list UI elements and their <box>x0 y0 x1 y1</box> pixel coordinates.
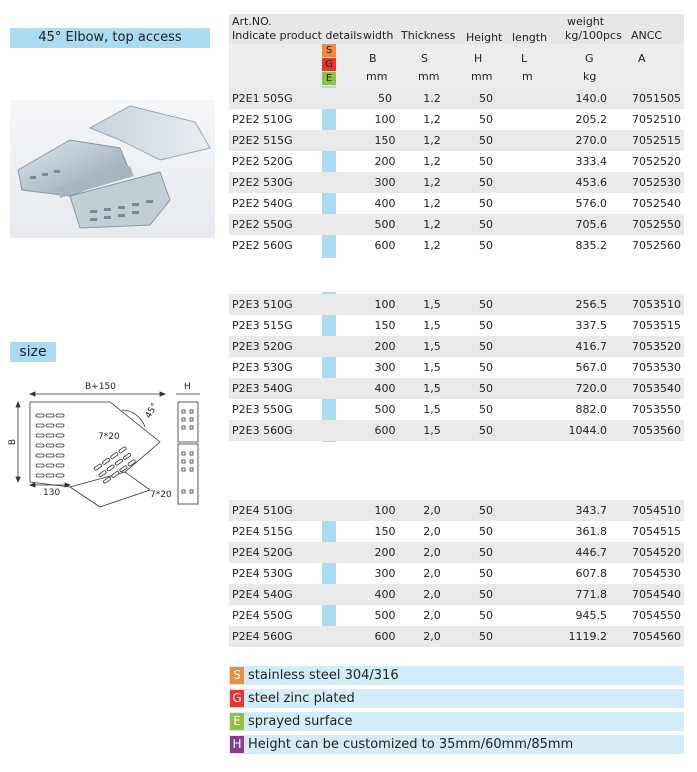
table-row <box>229 626 684 647</box>
ancc-value: 7053520 <box>632 340 681 353</box>
table-row <box>229 563 684 584</box>
ancc-value: 7052560 <box>632 239 681 252</box>
header-thickness: Thickness <box>401 29 456 42</box>
thickness-value: 2,0 <box>423 525 441 538</box>
unit-l: m <box>522 70 533 83</box>
width-value: 150 <box>374 319 396 332</box>
table-row <box>229 399 684 420</box>
finish-e-code: E <box>322 72 336 85</box>
article-number: P2E3 530G <box>232 361 293 374</box>
width-value: 500 <box>374 609 396 622</box>
table-row <box>229 584 684 605</box>
weight-value: 1044.0 <box>568 424 607 437</box>
thickness-value: 1,5 <box>423 361 441 374</box>
article-number: P2E3 515G <box>232 319 293 332</box>
width-value: 100 <box>374 504 396 517</box>
code-g: G <box>585 52 594 65</box>
height-value: 50 <box>479 319 493 332</box>
header-ancc: ANCC <box>631 29 663 42</box>
table-row <box>229 378 684 399</box>
header-width: width <box>363 29 394 42</box>
height-value: 50 <box>479 298 493 311</box>
product-photo <box>10 100 215 238</box>
weight-value: 337.5 <box>575 319 607 332</box>
height-value: 50 <box>479 340 493 353</box>
unit-s: mm <box>418 70 440 83</box>
dim-b: B <box>8 438 19 446</box>
weight-value: 771.8 <box>575 588 607 601</box>
height-value: 50 <box>479 567 493 580</box>
code-s: S <box>421 52 428 65</box>
table-row <box>229 542 684 563</box>
article-number: P2E3 560G <box>232 424 293 437</box>
finish-g-code: G <box>322 58 336 71</box>
height-value: 50 <box>479 403 493 416</box>
table-row <box>229 336 684 357</box>
ancc-value: 7053550 <box>632 403 681 416</box>
width-value: 200 <box>374 155 396 168</box>
table-row <box>229 315 684 336</box>
table-row <box>229 500 684 521</box>
weight-value: 607.8 <box>575 567 607 580</box>
table-row <box>229 172 684 193</box>
height-value: 50 <box>479 609 493 622</box>
ancc-value: 7052520 <box>632 155 681 168</box>
width-value: 100 <box>374 113 396 126</box>
ancc-value: 7054560 <box>632 630 681 643</box>
article-number: P2E4 540G <box>232 588 293 601</box>
table-row <box>229 294 684 315</box>
ancc-value: 7052550 <box>632 218 681 231</box>
thickness-value: 1,5 <box>423 382 441 395</box>
article-number: P2E2 560G <box>232 239 293 252</box>
legend-code-s: S <box>230 667 244 684</box>
weight-value: 205.2 <box>575 113 607 126</box>
weight-value: 705.6 <box>575 218 607 231</box>
table-row <box>229 130 684 151</box>
weight-value: 343.7 <box>575 504 607 517</box>
width-value: 50 <box>378 92 392 105</box>
thickness-value: 2,0 <box>423 567 441 580</box>
ancc-value: 7053515 <box>632 319 681 332</box>
ancc-value: 7052515 <box>632 134 681 147</box>
article-number: P2E4 550G <box>232 609 293 622</box>
height-value: 50 <box>479 176 493 189</box>
dim-h: H <box>184 382 191 392</box>
ancc-value: 7054530 <box>632 567 681 580</box>
table-row <box>229 420 684 441</box>
thickness-value: 1.2 <box>423 92 441 105</box>
table-row <box>229 151 684 172</box>
width-value: 500 <box>374 403 396 416</box>
thickness-value: 1,2 <box>423 218 441 231</box>
code-l: L <box>521 52 528 65</box>
dim-130: 130 <box>43 488 61 498</box>
ancc-value: 7052530 <box>632 176 681 189</box>
ancc-value: 7053560 <box>632 424 681 437</box>
thickness-value: 1,2 <box>423 113 441 126</box>
ancc-value: 7053510 <box>632 298 681 311</box>
width-value: 300 <box>374 361 396 374</box>
ancc-value: 7054510 <box>632 504 681 517</box>
ancc-value: 7052510 <box>632 113 681 126</box>
width-value: 100 <box>374 298 396 311</box>
product-title: 45° Elbow, top access <box>10 28 210 48</box>
weight-value: 140.0 <box>575 92 607 105</box>
dim-slot1: 7*20 <box>98 432 120 442</box>
article-number: P2E2 520G <box>232 155 293 168</box>
thickness-value: 1,5 <box>423 340 441 353</box>
height-value: 50 <box>479 424 493 437</box>
height-value: 50 <box>479 218 493 231</box>
table-row <box>229 214 684 235</box>
legend-code-h: H <box>230 736 244 753</box>
code-h: H <box>474 52 483 65</box>
article-number: P2E3 510G <box>232 298 293 311</box>
width-value: 300 <box>374 567 396 580</box>
weight-value: 446.7 <box>575 546 607 559</box>
article-number: P2E4 530G <box>232 567 293 580</box>
weight-value: 576.0 <box>575 197 607 210</box>
header-weight-unit: kg/100pcs <box>565 29 622 42</box>
unit-b: mm <box>366 70 388 83</box>
legend-row-e <box>229 712 684 731</box>
height-value: 50 <box>479 361 493 374</box>
thickness-value: 2,0 <box>423 609 441 622</box>
legend-code-g: G <box>230 690 244 707</box>
finish-s-code: S <box>322 44 336 57</box>
table-row <box>229 88 684 109</box>
legend-row-h <box>229 735 684 754</box>
weight-value: 882.0 <box>575 403 607 416</box>
ancc-value: 7054520 <box>632 546 681 559</box>
table-row <box>229 109 684 130</box>
weight-value: 945.5 <box>575 609 607 622</box>
article-number: P2E4 560G <box>232 630 293 643</box>
weight-value: 453.6 <box>575 176 607 189</box>
article-number: P2E4 515G <box>232 525 293 538</box>
height-value: 50 <box>479 239 493 252</box>
thickness-value: 2,0 <box>423 588 441 601</box>
height-value: 50 <box>479 197 493 210</box>
height-value: 50 <box>479 92 493 105</box>
width-value: 400 <box>374 588 396 601</box>
thickness-value: 1,5 <box>423 319 441 332</box>
table-row <box>229 521 684 542</box>
article-number: P2E3 550G <box>232 403 293 416</box>
width-value: 300 <box>374 176 396 189</box>
dim-b150: B+150 <box>85 382 116 392</box>
weight-value: 416.7 <box>575 340 607 353</box>
width-value: 500 <box>374 218 396 231</box>
ancc-value: 7053540 <box>632 382 681 395</box>
unit-g: kg <box>583 70 597 83</box>
legend-row-g <box>229 689 684 708</box>
width-value: 600 <box>374 424 396 437</box>
article-number: P2E2 550G <box>232 218 293 231</box>
thickness-value: 1,2 <box>423 176 441 189</box>
height-value: 50 <box>479 113 493 126</box>
height-value: 50 <box>479 504 493 517</box>
weight-value: 333.4 <box>575 155 607 168</box>
table-row <box>229 357 684 378</box>
dim-slot2: 7*20 <box>150 490 172 500</box>
weight-value: 1119.2 <box>568 630 607 643</box>
height-value: 50 <box>479 134 493 147</box>
header-height: Height <box>466 31 503 44</box>
article-number: P2E4 520G <box>232 546 293 559</box>
weight-value: 270.0 <box>575 134 607 147</box>
thickness-value: 1,5 <box>423 298 441 311</box>
ancc-value: 7054550 <box>632 609 681 622</box>
dimension-drawing <box>10 382 215 522</box>
height-value: 50 <box>479 546 493 559</box>
header-length: length <box>512 31 548 44</box>
article-number: P2E4 510G <box>232 504 293 517</box>
article-number: P2E3 540G <box>232 382 293 395</box>
ancc-value: 7051505 <box>632 92 681 105</box>
code-a: A <box>638 52 646 65</box>
dim-angle: 45° <box>143 401 161 421</box>
thickness-value: 2,0 <box>423 630 441 643</box>
thickness-value: 1,2 <box>423 197 441 210</box>
table-row <box>229 235 684 256</box>
code-b: B <box>369 52 377 65</box>
height-value: 50 <box>479 155 493 168</box>
header-weight: weight <box>567 15 605 28</box>
weight-value: 361.8 <box>575 525 607 538</box>
legend-text-e: sprayed surface <box>248 714 353 729</box>
height-value: 50 <box>479 588 493 601</box>
height-value: 50 <box>479 630 493 643</box>
width-value: 200 <box>374 340 396 353</box>
height-value: 50 <box>479 525 493 538</box>
width-value: 200 <box>374 546 396 559</box>
article-number: P2E2 515G <box>232 134 293 147</box>
width-value: 600 <box>374 239 396 252</box>
article-number: P2E2 540G <box>232 197 293 210</box>
height-value: 50 <box>479 382 493 395</box>
width-value: 150 <box>374 525 396 538</box>
header-art-no: Art.NO. <box>232 15 272 28</box>
width-value: 400 <box>374 382 396 395</box>
ancc-value: 7052540 <box>632 197 681 210</box>
article-number: P2E1 505G <box>232 92 293 105</box>
article-number: P2E3 520G <box>232 340 293 353</box>
thickness-value: 2,0 <box>423 504 441 517</box>
thickness-value: 1,2 <box>423 239 441 252</box>
article-number: P2E2 530G <box>232 176 293 189</box>
size-label: size <box>10 342 56 362</box>
table-row <box>229 193 684 214</box>
thickness-value: 1,2 <box>423 134 441 147</box>
legend-text-s: stainless steel 304/316 <box>248 668 399 683</box>
legend-code-e: E <box>230 713 244 730</box>
weight-value: 720.0 <box>575 382 607 395</box>
weight-value: 835.2 <box>575 239 607 252</box>
thickness-value: 1,5 <box>423 403 441 416</box>
thickness-value: 2,0 <box>423 546 441 559</box>
ancc-value: 7054515 <box>632 525 681 538</box>
width-value: 150 <box>374 134 396 147</box>
width-value: 400 <box>374 197 396 210</box>
thickness-value: 1,5 <box>423 424 441 437</box>
ancc-value: 7053530 <box>632 361 681 374</box>
legend-text-g: steel zinc plated <box>248 691 355 706</box>
thickness-value: 1,2 <box>423 155 441 168</box>
table-row <box>229 605 684 626</box>
table-header-bottom <box>229 44 684 88</box>
header-indicate: Indicate product details <box>232 29 363 42</box>
legend-row-s <box>229 666 684 685</box>
width-value: 600 <box>374 630 396 643</box>
unit-h: mm <box>471 70 493 83</box>
ancc-value: 7054540 <box>632 588 681 601</box>
legend-text-h: Height can be customized to 35mm/60mm/85mm <box>248 737 574 752</box>
weight-value: 567.0 <box>575 361 607 374</box>
weight-value: 256.5 <box>575 298 607 311</box>
article-number: P2E2 510G <box>232 113 293 126</box>
